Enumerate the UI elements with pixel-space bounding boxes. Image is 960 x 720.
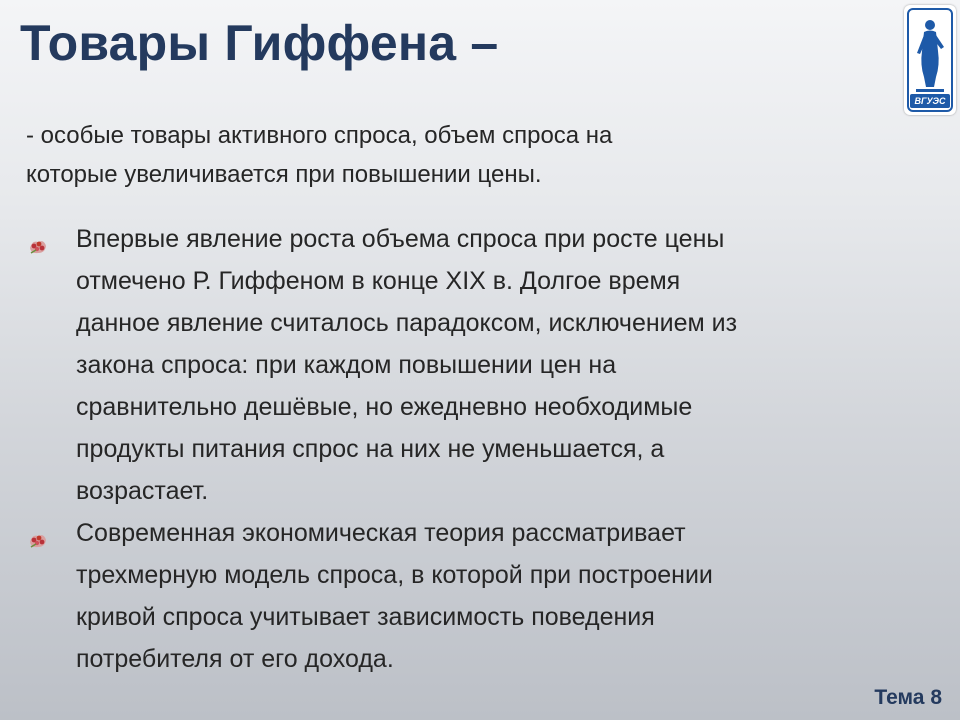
slide-title: Товары Гиффена – (20, 15, 499, 71)
bullet-line: потребителя от его дохода. (76, 645, 394, 673)
logo-text: ВГУЭС (914, 96, 946, 106)
topic-label: Тема 8 (874, 686, 942, 709)
definition-text (26, 116, 846, 194)
bullet-line: сравнительно дешёвые, но ежедневно необходимые (76, 393, 693, 421)
bullet-list (28, 218, 918, 680)
bullet-line: отмечено Р. Гиффеном в конце XIX в. Долгое время (76, 267, 681, 295)
definition-line: - особые товары активного спроса, объем спроса на (26, 122, 613, 149)
flower-bullet-icon (28, 521, 48, 539)
bullet-line: кривой спроса учитывает зависимость поведения (76, 603, 655, 631)
bullet-line: трехмерную модель спроса, в которой при построении (76, 561, 713, 589)
university-logo (904, 5, 956, 115)
bullet-item-giffen-history (28, 218, 918, 512)
bullet-item-modern-theory (28, 512, 918, 680)
bullet-line: Впервые явление роста объема спроса при росте цены (76, 225, 725, 253)
bullet-line: возрастает. (76, 477, 209, 505)
flower-bullet-icon (28, 227, 48, 245)
bullet-line: данное явление считалось парадоксом, исключением из (76, 309, 738, 337)
bullet-line: продукты питания спрос на них не уменьшается, а (76, 435, 665, 463)
bullet-line: Современная экономическая теория рассматривает (76, 519, 686, 547)
definition-line: которые увеличивается при повышении цены. (26, 161, 542, 188)
bullet-line: закона спроса: при каждом повышении цен на (76, 351, 617, 379)
